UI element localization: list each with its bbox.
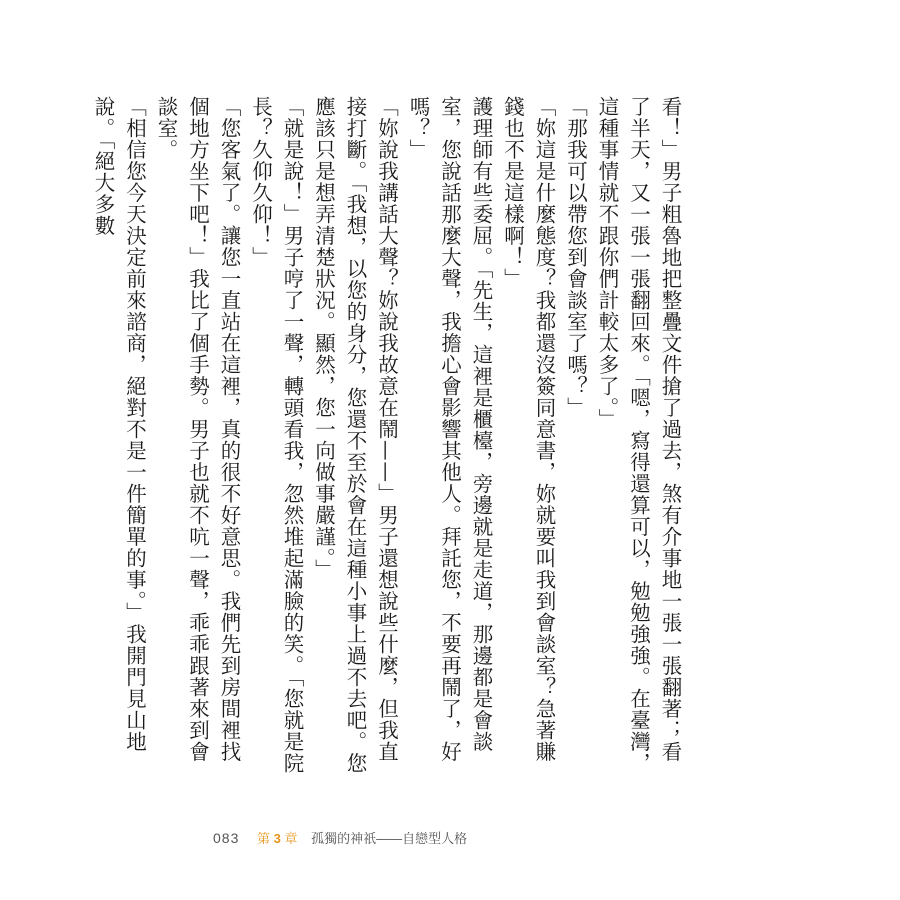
chapter-number: 3	[273, 831, 281, 846]
paragraph-3: 「妳這是什麼態度？我都還沒簽同意書，妳就要叫我到會談室？急著賺錢也不是這樣啊！」	[500, 96, 556, 763]
chapter-suffix: 章	[284, 831, 298, 846]
paragraph-4: 護理師有些委屈。「先生，這裡是櫃檯，旁邊就是走道，那邊都是會談室，您說話那麼大聲，我擔心會影響其他人。拜託您，不要再鬧了，好嗎？」	[406, 96, 493, 763]
paragraph-8: 「相信您今天決定前來諮商，絕對不是一件簡單的事。」我開門見山地說。「絕大多數	[91, 96, 147, 753]
chapter-label	[257, 831, 298, 846]
paragraph-1: 看！」男子粗魯地把整疊文件搶了過去，煞有介事地一張一張翻著；看了半天，又一張一張翻回來。「嗯，寫得還算可以，勉勉強強。在臺灣，這種事情就不跟你們計較太多了。」	[595, 96, 682, 774]
paragraph-6: 「就是說！」男子哼了一聲，轉頭看我，忽然堆起滿臉的笑。「您就是院長？久仰久仰！」	[248, 96, 304, 774]
page-footer	[213, 828, 467, 847]
paragraph-5: 「妳說我講話大聲？妳說我故意在鬧——」男子還想說些什麼，但我直接打斷。「我想，以您的身分，您還不至於會在這種小事上過不去吧。您應該只是想弄清楚狀況。顯然，您一向做事嚴謹。」	[311, 96, 399, 774]
paragraph-2: 「那我可以帶您到會談室了嗎？」	[563, 96, 588, 419]
chapter-title: 孤獨的神祇——自戀型人格	[311, 831, 468, 846]
page-number: 083	[213, 830, 240, 846]
chapter-prefix: 第	[256, 831, 270, 846]
paragraph-7: 「您客氣了。讓您一直站在這裡，真的很不好意思。我們先到房間裡找個地方坐下吧！」我比了個手勢。男子也就不吭一聲，乖乖跟著來到會談室。	[154, 96, 241, 763]
vertical-text-body	[87, 96, 686, 776]
